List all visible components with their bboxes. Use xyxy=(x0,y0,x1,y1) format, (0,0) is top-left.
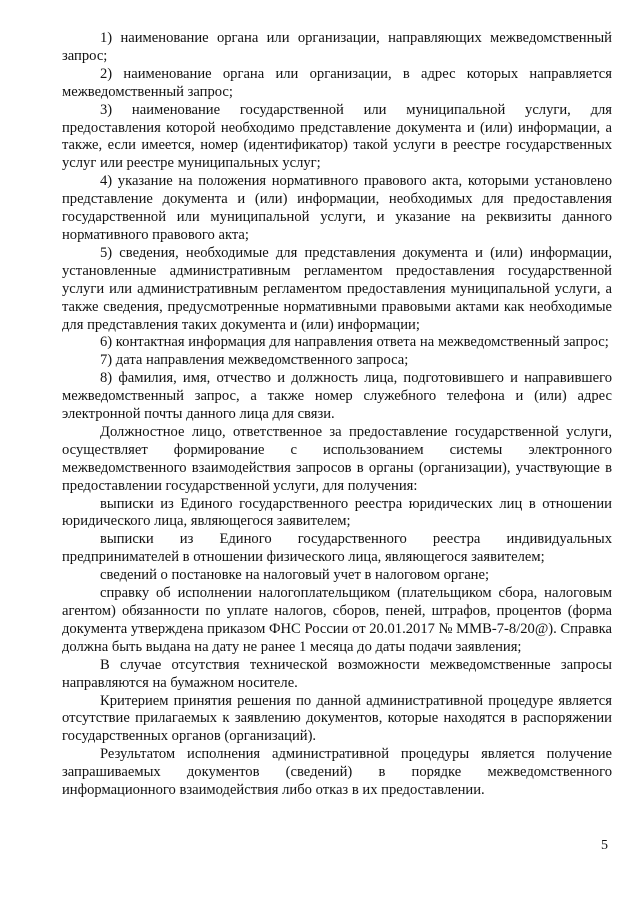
paragraph-responsible-official: Должностное лицо, ответственное за предоставление государственной услуги, осуществляет формирование с использованием системы электронного межведомственного взаимодействия запросов в органы (организации), участвующие в предоставлении государственной услуги, для получения: xyxy=(62,423,612,494)
paragraph-item-7: 7) дата направления межведомственного запроса; xyxy=(100,352,409,369)
document-body xyxy=(62,30,612,800)
paragraph-decision-criterion: Критерием принятия решения по данной административной процедуре является отсутствие прилагаемых к заявлению документов, которые находятся в распоряжении государственных органов (организаций). xyxy=(62,692,612,745)
paragraph-item-1: 1) наименование органа или организации, направляющих межведомственный запрос; xyxy=(62,30,612,64)
paragraph-paper-requests: В случае отсутствия технической возможности межведомственные запросы направляются на бумажном носителе. xyxy=(62,656,612,691)
paragraph-item-2: 2) наименование органа или организации, в адрес которых направляется межведомственный запрос; xyxy=(62,65,612,100)
paragraph-item-6: 6) контактная информация для направления ответа на межведомственный запрос; xyxy=(100,334,609,351)
paragraph-procedure-result: Результатом исполнения административной процедуры является получение запрашиваемых документов (сведений) в порядке межведомственного информационного взаимодействия либо отказ в их предоставлении. xyxy=(62,746,612,799)
paragraph-item-4: 4) указание на положения нормативного правового акта, которыми установлено представление документа и (или) информации, необходимых для предоставления государственной или муниципальной услуги, и указание на реквизиты данного нормативного правового акта; xyxy=(62,173,612,243)
paragraph-extract-legal-entities: выписки из Единого государственного реестра юридических лиц в отношении юридического лица, являющегося заявителем; xyxy=(62,495,612,530)
paragraph-tax-registration: сведений о постановке на налоговый учет в налоговом органе; xyxy=(100,567,490,584)
paragraph-item-8: 8) фамилия, имя, отчество и должность лица, подготовившего и направившего межведомственный запрос, а также номер служебного телефона и (или) адрес электронной почты данного лица для связи. xyxy=(62,370,612,423)
paragraph-tax-certificate: справку об исполнении налогоплательщиком (плательщиком сбора, налоговым агентом) обязанности по уплате налогов, сборов, пеней, штрафов, процентов (форма документа утверждена приказом ФНС России от 20.01.2017 № ММВ-7-8/20@). Справка должна быть выдана на дату не ранее 1 месяца до даты подачи заявления; xyxy=(62,585,612,655)
paragraph-extract-entrepreneurs: выписки из Единого государственного реестра индивидуальных предпринимателей в отношении физического лица, являющегося заявителем; xyxy=(62,531,612,566)
page-number: 5 xyxy=(601,838,608,853)
paragraph-item-5: 5) сведения, необходимые для представления документа и (или) информации, установленные административным регламентом предоставления государственной услуги или административным регламентом предоставления муниципальной услуги, а также сведения, предусмотренные нормативными правовыми актами как необходимые для представления таких документа и (или) информации; xyxy=(62,244,612,333)
paragraph-item-3: 3) наименование государственной или муниципальной услуги, для предоставления которой необходимо представление документа и (или) информации, а также, если имеется, номер (идентификатор) такой услуги в реестре государственных услуг или реестре муниципальных услуг; xyxy=(62,101,612,172)
